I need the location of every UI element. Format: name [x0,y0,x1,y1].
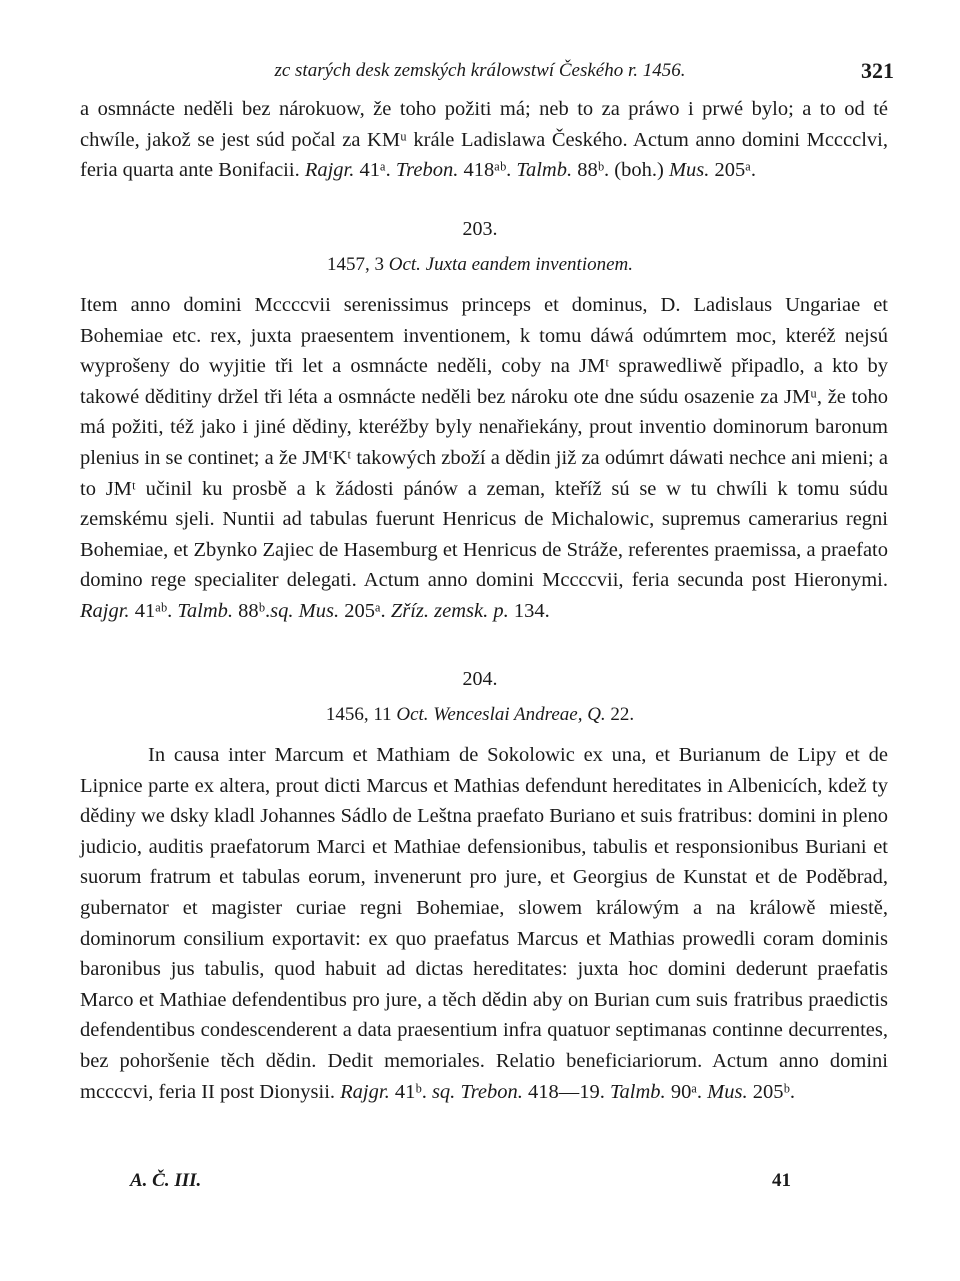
source-ref-value: 205ᵇ. [752,1080,795,1103]
running-head [0,58,960,88]
entry-date-year: 1456, 11 [325,704,392,725]
source-ref: Mus. [668,159,710,182]
entry-date-note: Oct. Wenceslai Andreae, Q. [396,704,606,725]
source-ref-value: 418—19. [528,1080,605,1103]
source-ref: Trebon. [460,1080,523,1103]
source-ref: sq. [431,1080,456,1103]
entry-number-204: 204. [462,668,498,690]
source-ref-value: 134. [513,599,550,622]
entry-body-204 [80,740,888,1107]
source-ref: Mus. [707,1080,748,1103]
source-ref-value: 88ᵇ. (boh.) [577,159,664,182]
source-ref-value: 418ᵃᵇ. [463,159,512,182]
source-ref: Talmb. [177,599,234,622]
source-ref-value: 88ᵇ. [238,599,271,622]
source-ref-value: 41ᵃᵇ. [134,599,173,622]
entry-date-203 [0,254,960,276]
entry-number-203: 203. [462,218,498,240]
entry-date-204 [0,704,960,726]
source-ref-value: 41ᵃ. [359,159,391,182]
folio-number: 41 [772,1170,791,1191]
entry-text: Item anno domini Mccccvii serenissimus princeps et dominus, D. Ladislaus Ungariae et Bohemiae etc. rex, juxta praesentem inventionem, k tomu dáwá odúmrtem moc, kteréž nejsú wyprošeny do wyjitie tři let a osmnácte neděli, coby na JMᵗ sprawedliwě připadlo, a kto by takowé děditiny držel tři léta a osmnácte neděli bez nároku ote dne súdu osazenie za JMᵘ, že toho má požiti, též jako i jiné dědiny, kteréžby byly nenařiekány, prout inventio dominorum baronum plenius in se continet; a že JMᵗKᵗ takowých zboží a dědin již za odúmrt dáwati nechce ani mieni; a to JMᵗ učinil ku prosbě a k žádosti pánów a zeman, kteříž sú se w tu chwíli k tomu súdu zemskému sjeli. Nuntii ad tabulas fuerunt Henricus de Michalowic, supremus camerarius regni Bohemiae, et Zbynko Zajiec de Hasemburg et Henricus de Stráže, referentes praemissa, a praefato domino rege specialiter delegati. Actum anno domini Mccccvii, feria secunda post Hieronymi. [80,294,888,592]
source-ref-value: 205ᵃ. [344,599,386,622]
source-ref-value: 90ᵃ. [670,1080,703,1103]
running-title: zc starých desk zemských králowstwí Českého r. 1456. [274,60,686,81]
page-footer [0,1170,960,1200]
entry-text: In causa inter Marcum et Mathiam de Sokolowic ex una, et Burianum de Lipy et de Lipnice parte ex altera, prout dicti Marcus et Mathias defendunt hereditates in Albenicích, kdež ty dědiny we dsky kladl Johannes Sádlo de Leštna praefato Buriano et suis fratribus: domini in pleno judicio, auditis praefatorum Marci et Mathiae defensionibus, tabulis et responsionibus Buriani et suorum fratrum et tabulas eorum, invenerunt pro jure, et Georgius de Kunstat et de Poděbrad, gubernator et magister curiae regni Bohemiae, slowem králowým a na králowě miestě, dominorum consilium exportavit: ex quo praefatus Marcus et Mathias prowedli coram dominis baronibus jus tabulis, quod habuit ad dictas hereditates: juxta hoc domini dederunt praefatis Marco et Mathiae defendentibus pro jure, a těch dědin aby on Burian cum suis fratribus praedictis defendentibus condescenderent a data praesentium infra quatuor septimanas continne decurrentes, bez pohoršenie těch dědin. Dedit memoriales. Relatio beneficiariorum. Actum anno domini mccccvi, feria II post Dionysii. [80,744,888,1103]
continuation-text: a osmnácte neděli bez nárokuow, že toho požiti má; neb to za práwo i prwé bylo; a to od té chwíle, jakož se jest súd počal za KMᵘ krále Ladislawa Českého. Actum anno domini Mcccclvi, feria quarta ante Bonifacii. [80,98,888,182]
entry-body-203 [80,290,888,627]
source-ref: Trebon. [395,159,459,182]
entry-date-year: 1457, 3 [326,254,384,275]
continuation-paragraph [80,94,888,186]
signature-mark: A. Č. III. [130,1170,202,1191]
source-ref: Talmb. [516,159,573,182]
page-number: 321 [861,58,894,83]
source-ref: Rajgr. [340,1080,390,1103]
source-ref: Rajgr. [304,159,355,182]
source-ref: Talmb. [610,1080,666,1103]
source-ref-value: 41ᵇ. [394,1080,427,1103]
source-ref: Mus. [298,599,340,622]
source-ref: Rajgr. [80,599,130,622]
source-ref: Zříz. zemsk. p. [390,599,509,622]
source-ref: sq. [270,599,294,622]
entry-date-number: 22. [610,704,635,725]
entry-date-note: Oct. Juxta eandem inventionem. [388,254,634,275]
source-ref-value: 205ᵃ. [714,159,756,182]
